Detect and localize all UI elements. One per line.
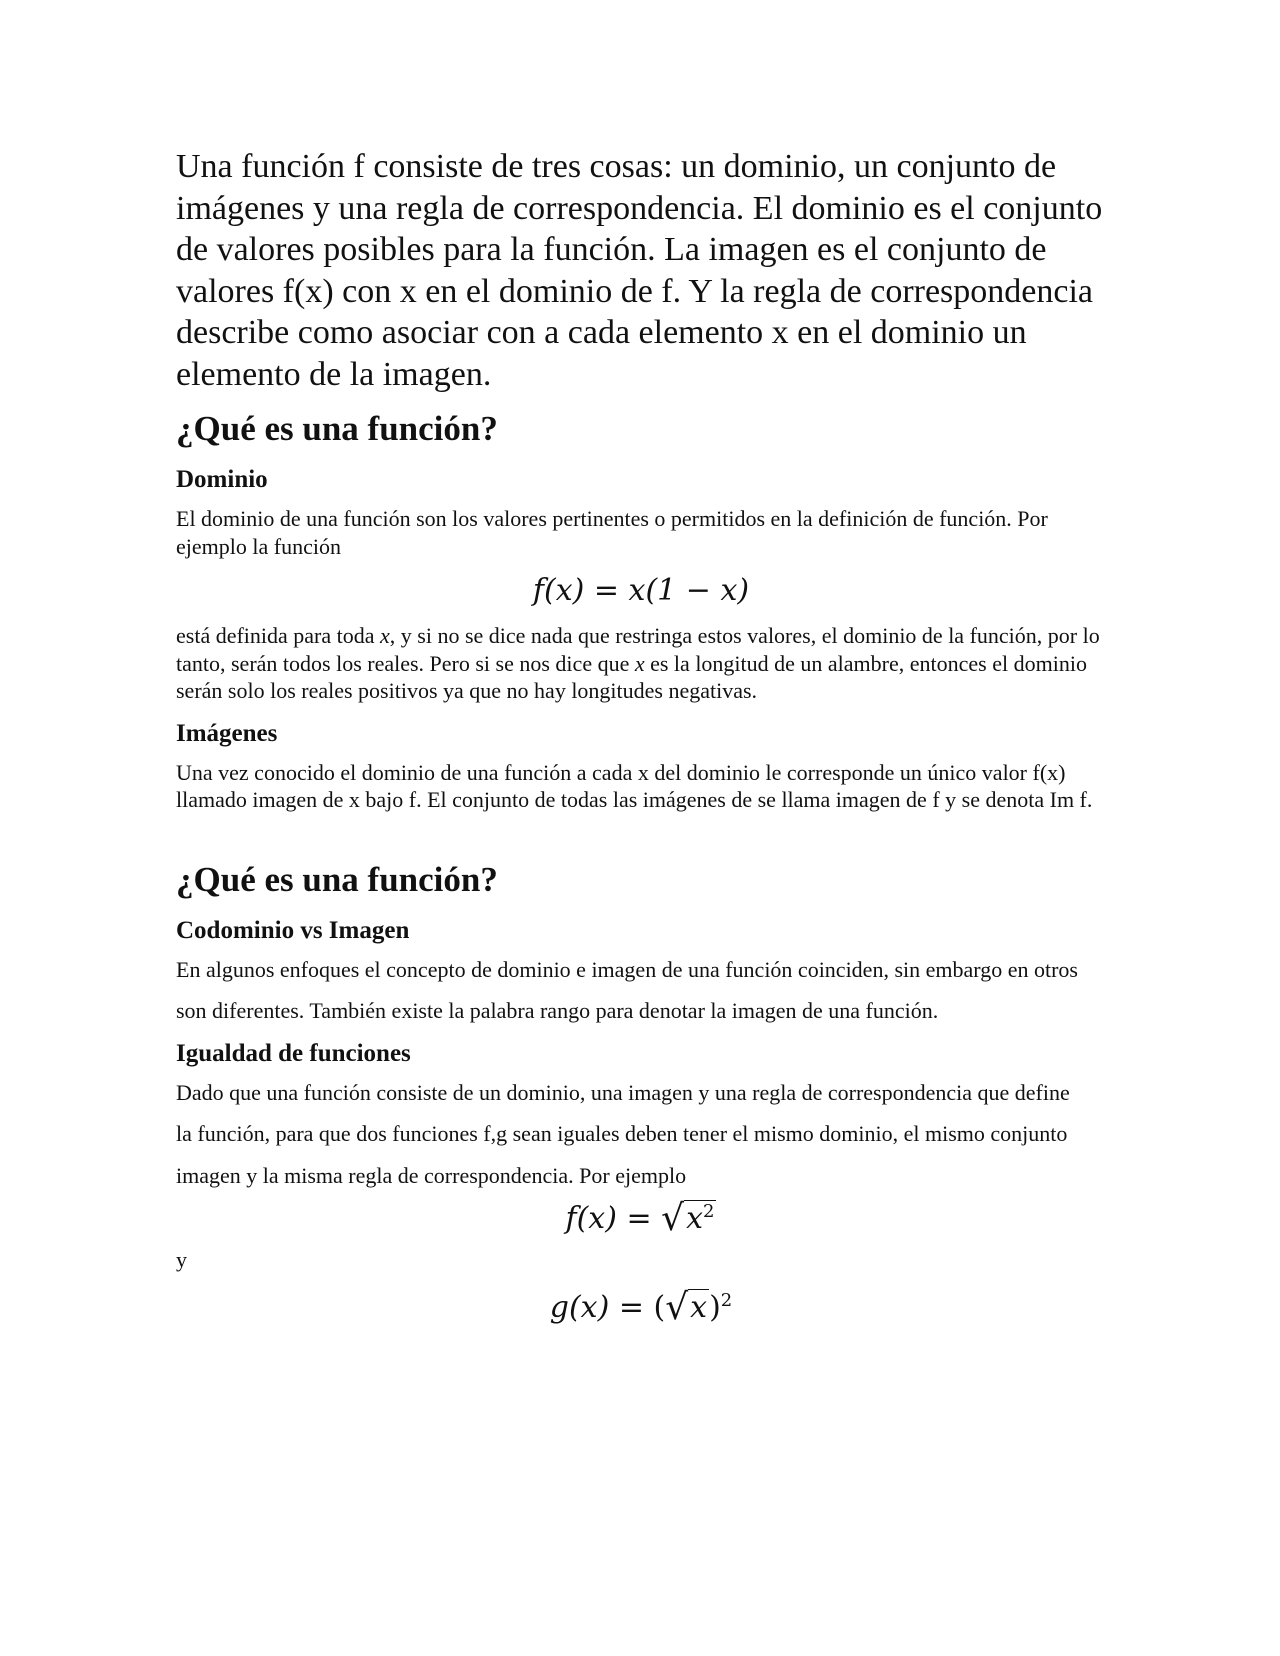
eq2-arg: x [686,1201,704,1236]
section-title-2: ¿Qué es una función? [176,859,498,899]
equation-f-sqrt-x-squared [176,1195,1106,1239]
igualdad-paragraph-2: la función, para que dos funciones f,g sean iguales deben tener el mismo dominio, el mismo conjunto [176,1121,1068,1146]
eq3-equals-open: = ( [609,1289,666,1325]
document-page [176,146,1106,1339]
dominio-paragraph-1: El dominio de una función son los valores pertinentes o permitidos en la definición de función. Por ejemplo la función [176,506,1048,559]
eq3-close-paren: ) [709,1289,721,1325]
dominio-p2-var-x-2: x [634,650,645,676]
heading-igualdad: Igualdad de funciones [176,1039,411,1067]
igualdad-paragraph-3: imagen y la misma regla de correspondencia. Por ejemplo [176,1162,687,1188]
section-title-1: ¿Qué es una función? [176,409,498,448]
equation-f-x-times-1-minus-x [176,574,1106,608]
codominio-paragraph-2: son diferentes. También existe la palabra rango para denotar la imagen de una función. [176,998,939,1023]
eq3-radicand: x [690,1289,708,1325]
igualdad-paragraph-1: Dado que una función consiste de un dominio, una imagen y una regla de correspondencia que define [176,1079,1070,1105]
sqrt-symbol-icon: √ [665,1286,689,1328]
eq1-rhs: x(1 − x) [628,573,750,608]
heading-dominio: Dominio [176,466,268,493]
eq1-equals: = [584,573,629,608]
imagenes-paragraph: Una vez conocido el dominio de una función a cada x del dominio le corresponde un único valor f(x) llamado imagen de x bajo f. El conjunto de todas las imágenes de se llama imagen de f y se denota Im f. [176,759,1093,812]
section-spacer [176,828,1106,860]
dominio-p2-text-c: es la longitud de un alambre, entonces el dominio serán solo los reales positivos ya que no hay longitudes negativas. [176,650,1087,703]
dominio-paragraph-2 [176,622,1106,705]
heading-imagenes: Imágenes [176,719,278,747]
eq2-lhs: f(x) [565,1201,617,1236]
dominio-p2-text-b: , y si no se dice nada que restringa estos valores, el dominio de la función, por lo tanto, serán todos los reales. Pero si se nos dice que [176,623,1100,676]
codominio-paragraph-1: En algunos enfoques el concepto de dominio e imagen de una función coinciden, sin embargo en otros [176,956,1078,982]
heading-codominio: Codominio vs Imagen [176,916,410,944]
eq3-lhs: g(x) [549,1289,610,1325]
eq2-radicand [684,1200,716,1236]
y-connector: y [176,1247,187,1272]
dominio-p2-var-x: x [380,623,390,648]
intro-paragraph: Una función f consiste de tres cosas: un dominio, un conjunto de imágenes y una regla de correspondencia. El dominio es el conjunto de valores posibles para la función. La imagen es el conjunto de valores f(x) con x en el dominio de f. Y la regla de correspondencia describe como asociar con a cada elemento x en el dominio un elemento de la imagen. [176,148,1103,393]
equation-g-sqrt-x-squared [176,1284,1106,1328]
eq3-sqrt [665,1286,709,1328]
sqrt-symbol-icon: √ [661,1198,685,1239]
eq2-equals: = [616,1201,662,1236]
eq2-exponent: 2 [703,1201,715,1222]
eq2-sqrt [661,1195,716,1239]
eq1-lhs: f(x) [532,573,585,608]
eq3-exponent: 2 [720,1289,733,1311]
dominio-p2-text-a: está definida para toda [176,623,381,648]
